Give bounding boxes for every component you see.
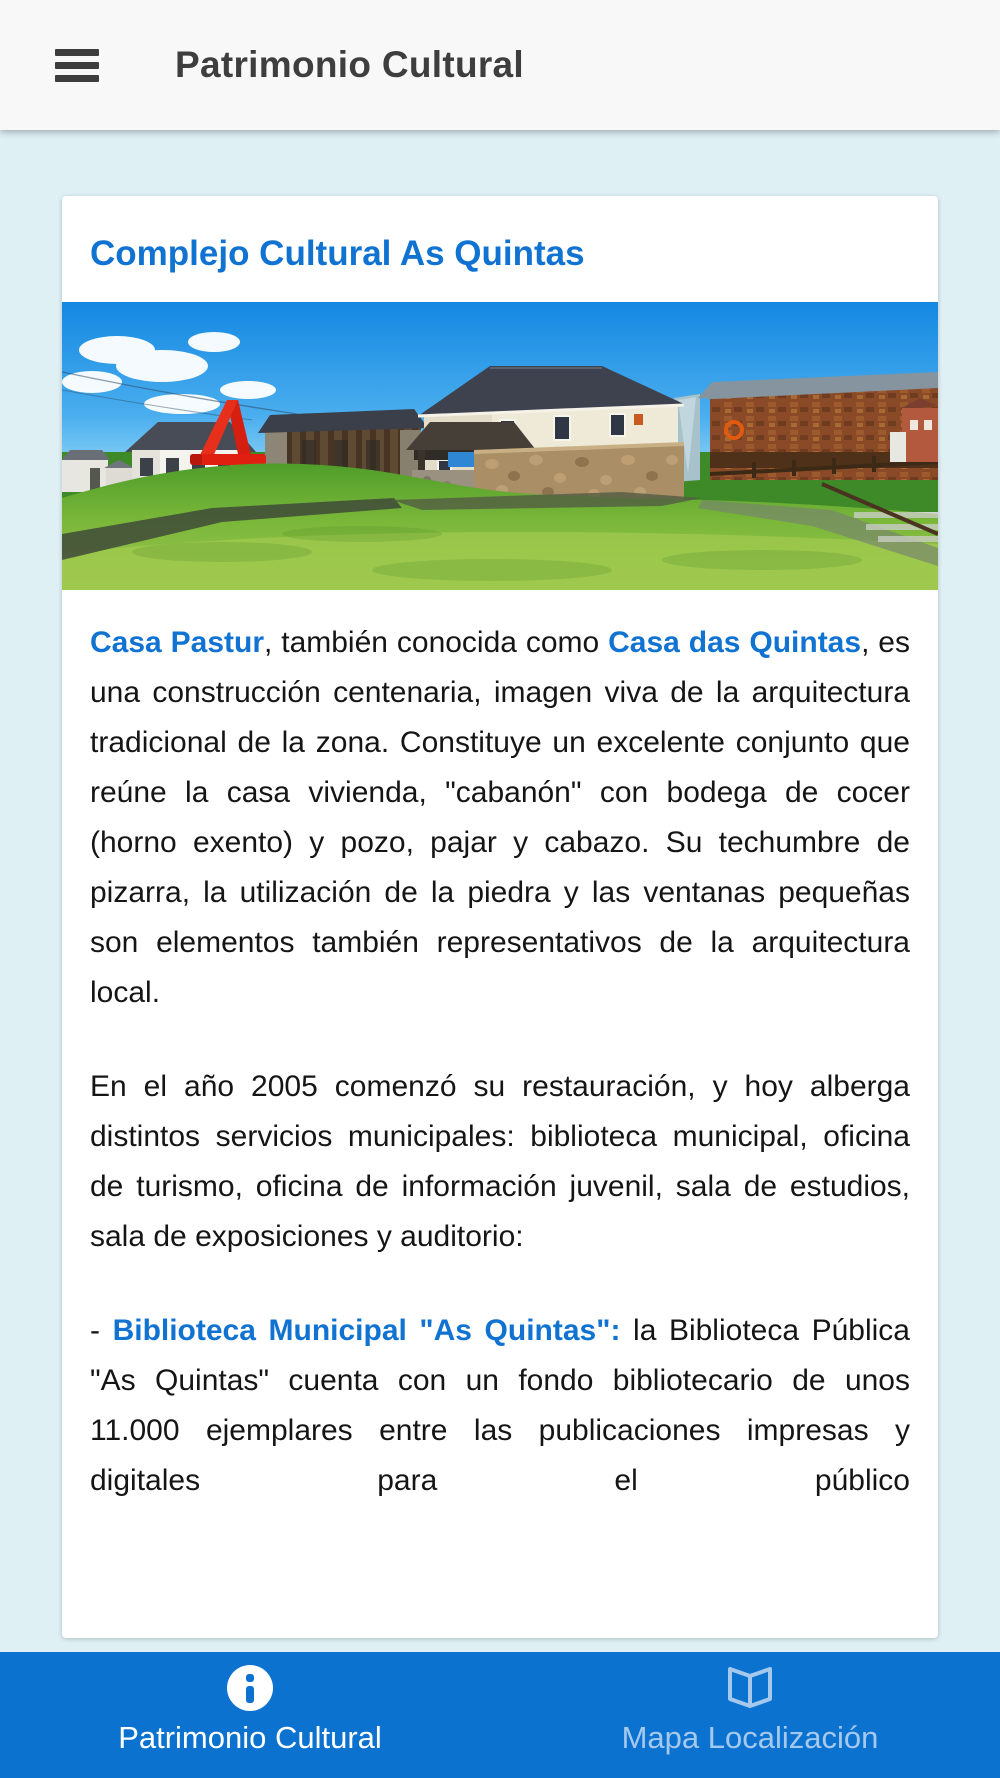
page-title: Patrimonio Cultural [175, 44, 524, 85]
article-title: Complejo Cultural As Quintas [90, 234, 585, 273]
text-segment: - [90, 1314, 113, 1347]
text-segment: , es una construcción centenaria, imagen viva de la arquitectura tradicional de la zona. Constituye un excelente conjunto que reúne la casa vivienda, "cabanón" con bodega de cocer (horno exento) y pozo, pajar y cabazo. Su techumbre de pizarra, la utilización de la piedra y las ventanas pequeñas son elementos también representativos de la arquitectura local. [90, 626, 910, 1009]
card-body [62, 590, 938, 1506]
tab-mapa-localizacion[interactable] [500, 1652, 1000, 1778]
tab-patrimonio-cultural[interactable] [0, 1652, 500, 1778]
open-book-icon [723, 1665, 777, 1711]
tab-label: Mapa Localización [621, 1720, 879, 1755]
bottom-tab-bar [0, 1652, 1000, 1778]
menu-bar [55, 49, 99, 56]
scroll-content[interactable] [0, 130, 1000, 1652]
auditorium-building [674, 372, 938, 482]
app-bar [0, 0, 1000, 130]
menu-bar [55, 62, 99, 69]
paragraph [90, 1062, 910, 1262]
paragraph [90, 618, 910, 1018]
article-photo [62, 302, 938, 590]
info-icon [227, 1665, 273, 1711]
paragraph [90, 1306, 910, 1506]
text-highlight: Casa Pastur [90, 626, 264, 659]
text-highlight: Biblioteca Municipal "As Quintas": [112, 1314, 621, 1347]
hamburger-menu-icon[interactable] [55, 49, 101, 82]
text-segment: , también conocida como [264, 626, 609, 659]
menu-bar [55, 75, 99, 82]
text-segment: la Biblioteca Pública "As Quintas" cuenta con un fondo bibliotecario de unos 11.000 ejemplares entre las publicaciones impresas y digitales para el público [90, 1314, 910, 1497]
tab-label: Patrimonio Cultural [118, 1720, 382, 1755]
article-card [62, 196, 938, 1638]
text-segment: En el año 2005 comenzó su restauración, y hoy alberga distintos servicios municipales: biblioteca municipal, oficina de turismo, oficina de información juvenil, sala de estudios, sala de exposiciones y auditorio: [90, 1070, 910, 1253]
text-highlight: Casa das Quintas [608, 626, 862, 659]
